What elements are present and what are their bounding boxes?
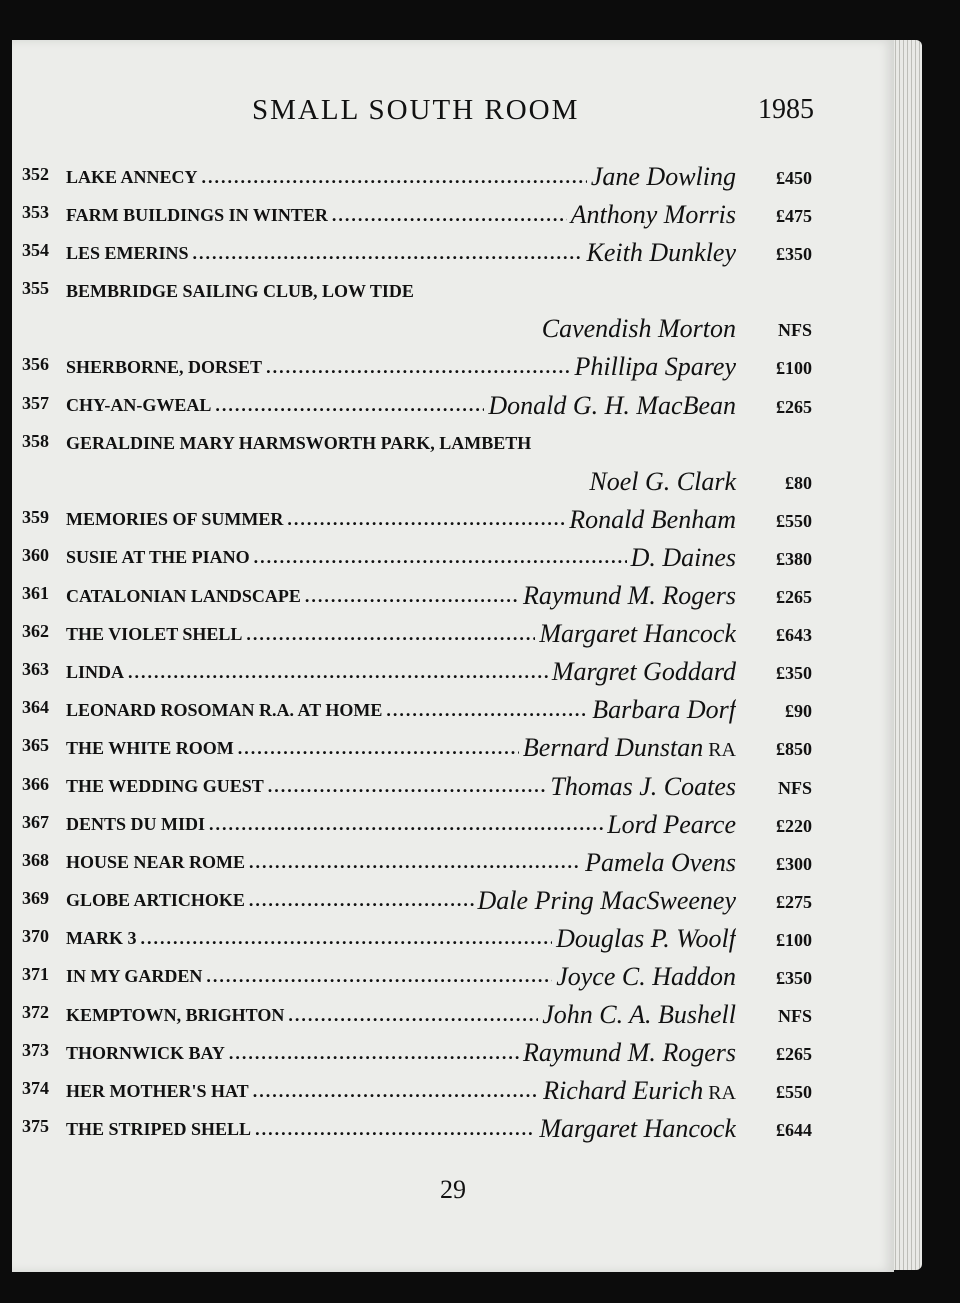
entry-artist: Thomas J. Coates bbox=[550, 771, 736, 801]
leader-dots bbox=[193, 243, 583, 264]
entry-title: THE VIOLET SHELL bbox=[66, 623, 243, 644]
entry-title: GLOBE ARTICHOKE bbox=[66, 890, 245, 911]
entries-list bbox=[12, 158, 894, 1148]
entry-number: 356 bbox=[22, 354, 49, 375]
entry-ra: RA bbox=[708, 739, 736, 762]
entry-title: LES EMERINS bbox=[66, 242, 189, 263]
entry-price: NFS bbox=[777, 320, 812, 341]
entry-line bbox=[66, 539, 736, 577]
entry-artist: Raymund M. Rogers bbox=[522, 581, 736, 611]
entry-number: 361 bbox=[22, 583, 49, 604]
list-item bbox=[12, 425, 894, 501]
leader-dots bbox=[255, 1119, 535, 1140]
leader-dots bbox=[206, 966, 552, 987]
entry-price: £350 bbox=[776, 663, 812, 684]
entry-title: KEMPTOWN, BRIGHTON bbox=[66, 1004, 285, 1025]
list-item bbox=[12, 996, 894, 1034]
year: 1985 bbox=[758, 94, 814, 125]
entry-artist: Bernard Dunstan bbox=[522, 733, 704, 763]
entry-price: NFS bbox=[777, 1006, 812, 1027]
entry-line bbox=[66, 387, 736, 425]
entry-artist: Douglas P. Woolf bbox=[556, 923, 736, 953]
list-item bbox=[12, 501, 894, 539]
entry-title: THE WHITE ROOM bbox=[66, 737, 234, 758]
entry-price: £550 bbox=[776, 1082, 812, 1103]
entry-price: £643 bbox=[776, 625, 812, 646]
entry-number: 368 bbox=[22, 849, 49, 870]
list-item bbox=[12, 768, 894, 806]
entry-line bbox=[66, 920, 736, 958]
entry-line bbox=[66, 196, 736, 234]
entry-number: 366 bbox=[22, 773, 49, 794]
list-item bbox=[12, 806, 894, 844]
entry-line bbox=[66, 844, 736, 882]
entry-number: 363 bbox=[22, 659, 49, 680]
entry-line bbox=[66, 958, 736, 996]
list-item bbox=[12, 539, 894, 577]
entry-title: MEMORIES OF SUMMER bbox=[66, 509, 284, 530]
leader-dots bbox=[229, 1043, 519, 1064]
list-item bbox=[12, 1072, 894, 1110]
entry-line bbox=[66, 272, 736, 310]
entry-artist: Lord Pearce bbox=[607, 809, 736, 839]
entry-artist: D. Daines bbox=[630, 542, 736, 572]
list-item bbox=[12, 1034, 894, 1072]
list-item bbox=[12, 577, 894, 615]
entry-price: £850 bbox=[776, 739, 812, 760]
entry-number: 374 bbox=[22, 1078, 49, 1099]
list-item bbox=[12, 920, 894, 958]
entry-line bbox=[66, 615, 736, 653]
entry-price: NFS bbox=[777, 777, 812, 798]
entry-title: HER MOTHER'S HAT bbox=[66, 1080, 249, 1101]
entry-artist: Richard Eurich bbox=[543, 1076, 704, 1106]
leader-dots bbox=[215, 395, 484, 416]
list-item bbox=[12, 844, 894, 882]
entry-price: £350 bbox=[776, 244, 812, 265]
list-item bbox=[12, 958, 894, 996]
leader-dots bbox=[249, 890, 474, 911]
entry-title: THE WEDDING GUEST bbox=[66, 776, 264, 796]
entry-price: £100 bbox=[776, 929, 812, 950]
leader-dots bbox=[268, 776, 547, 797]
entry-price: £90 bbox=[785, 701, 812, 722]
entry-title: SHERBORNE, DORSET bbox=[66, 356, 263, 377]
list-item bbox=[12, 729, 894, 767]
entry-number: 359 bbox=[22, 506, 49, 527]
leader-dots bbox=[209, 814, 603, 835]
entry-line bbox=[66, 882, 736, 920]
entry-line bbox=[66, 691, 736, 729]
leader-dots bbox=[288, 1005, 538, 1026]
list-item bbox=[12, 653, 894, 691]
leader-dots bbox=[246, 624, 535, 645]
entry-price: £644 bbox=[776, 1120, 812, 1141]
entry-line bbox=[66, 1110, 736, 1148]
entry-title: FARM BUILDINGS IN WINTER bbox=[66, 204, 328, 225]
entry-number: 358 bbox=[22, 430, 49, 451]
entry-price: £350 bbox=[776, 967, 812, 988]
entry-number: 373 bbox=[22, 1040, 49, 1061]
entry-artist: Donald G. H. MacBean bbox=[488, 390, 736, 420]
leader-dots bbox=[254, 547, 627, 568]
list-item bbox=[12, 387, 894, 425]
entry-price: £275 bbox=[776, 891, 812, 912]
entry-number: 369 bbox=[22, 887, 49, 908]
entry-artist: Noel G. Clark bbox=[589, 466, 736, 496]
entry-line bbox=[66, 577, 736, 615]
entry-line-2 bbox=[66, 310, 736, 348]
leader-dots bbox=[141, 928, 553, 949]
entry-price: £300 bbox=[776, 853, 812, 874]
entry-number: 364 bbox=[22, 697, 49, 718]
entry-title: MARK 3 bbox=[66, 928, 137, 949]
entry-ra: RA bbox=[708, 1082, 736, 1105]
leader-dots bbox=[238, 738, 519, 759]
entry-number: 355 bbox=[22, 278, 49, 299]
entry-line bbox=[66, 425, 736, 463]
entry-line bbox=[66, 1034, 736, 1072]
entry-price: £475 bbox=[776, 206, 812, 227]
entry-number: 362 bbox=[22, 621, 49, 642]
list-item bbox=[12, 348, 894, 386]
entry-line bbox=[66, 348, 736, 386]
entry-line bbox=[66, 158, 736, 196]
list-item bbox=[12, 234, 894, 272]
page-number: 29 bbox=[440, 1175, 466, 1204]
entry-line bbox=[66, 653, 736, 691]
room-title: SMALL SOUTH ROOM bbox=[252, 94, 580, 126]
entry-artist: Cavendish Morton bbox=[541, 314, 736, 344]
entry-price: £265 bbox=[776, 396, 812, 417]
entry-title: LAKE ANNECY bbox=[66, 166, 198, 187]
entry-number: 371 bbox=[22, 963, 49, 984]
entry-number: 365 bbox=[22, 735, 49, 756]
leader-dots bbox=[253, 1081, 539, 1102]
entry-number: 372 bbox=[22, 1002, 49, 1023]
leader-dots bbox=[266, 357, 570, 378]
entry-artist: Phillipa Sparey bbox=[574, 352, 736, 382]
entry-artist: Pamela Ovens bbox=[585, 847, 736, 877]
leader-dots bbox=[305, 586, 519, 607]
leader-dots bbox=[332, 205, 567, 226]
entry-price: £265 bbox=[776, 1044, 812, 1065]
entry-title: CHY-AN-GWEAL bbox=[66, 395, 212, 416]
entry-title: THORNWICK BAY bbox=[66, 1042, 225, 1063]
entry-line bbox=[66, 501, 736, 539]
entry-title: CATALONIAN LANDSCAPE bbox=[66, 585, 301, 606]
entry-title: SUSIE AT THE PIANO bbox=[66, 547, 250, 568]
entry-title: BEMBRIDGE SAILING CLUB, LOW TIDE bbox=[66, 280, 414, 301]
entry-artist: John C. A. Bushell bbox=[542, 1000, 736, 1030]
entry-title: LINDA bbox=[66, 661, 125, 682]
entry-line bbox=[66, 806, 736, 844]
entry-artist: Margaret Hancock bbox=[539, 619, 736, 649]
entry-artist: Jane Dowling bbox=[590, 162, 736, 191]
entry-title: THE STRIPED SHELL bbox=[66, 1118, 252, 1139]
entry-number: 375 bbox=[22, 1116, 49, 1137]
entry-line bbox=[66, 768, 736, 806]
entry-line bbox=[66, 234, 736, 272]
entry-line bbox=[66, 996, 736, 1034]
leader-dots bbox=[202, 167, 587, 188]
list-item bbox=[12, 615, 894, 653]
entry-artist: Keith Dunkley bbox=[586, 238, 736, 268]
entry-number: 367 bbox=[22, 811, 49, 832]
list-item bbox=[12, 691, 894, 729]
entry-number: 357 bbox=[22, 392, 49, 413]
entry-artist: Dale Pring MacSweeney bbox=[477, 885, 736, 915]
entry-line bbox=[66, 1072, 736, 1110]
entry-title: GERALDINE MARY HARMSWORTH PARK, LAMBETH bbox=[66, 433, 532, 454]
leader-dots bbox=[287, 509, 565, 530]
entry-number: 360 bbox=[22, 544, 49, 565]
entry-line-2 bbox=[66, 463, 736, 501]
entry-artist: Anthony Morris bbox=[570, 200, 736, 230]
entry-price: £450 bbox=[776, 168, 812, 188]
list-item bbox=[12, 272, 894, 348]
list-item bbox=[12, 196, 894, 234]
entry-number: 353 bbox=[22, 202, 49, 223]
entry-number: 354 bbox=[22, 240, 49, 261]
entry-title: LEONARD ROSOMAN R.A. AT HOME bbox=[66, 699, 383, 720]
entry-line bbox=[66, 729, 736, 767]
entry-price: £100 bbox=[776, 358, 812, 379]
entry-title: DENTS DU MIDI bbox=[66, 814, 206, 835]
entry-artist: Ronald Benham bbox=[569, 504, 736, 534]
entry-artist: Barbara Dorf bbox=[592, 695, 736, 725]
entry-title: IN MY GARDEN bbox=[66, 966, 203, 987]
catalogue-page bbox=[12, 40, 894, 1272]
entry-price: £265 bbox=[776, 587, 812, 608]
entry-number: 352 bbox=[22, 164, 49, 184]
list-item bbox=[12, 1110, 894, 1148]
entry-title: HOUSE NEAR ROME bbox=[66, 852, 246, 873]
entry-number: 370 bbox=[22, 925, 49, 946]
list-item bbox=[12, 882, 894, 920]
entry-price: £380 bbox=[776, 548, 812, 569]
entry-artist: Raymund M. Rogers bbox=[522, 1038, 736, 1068]
entry-price: £550 bbox=[776, 510, 812, 531]
leader-dots bbox=[249, 852, 581, 873]
entry-artist: Margret Goddard bbox=[551, 657, 736, 687]
page-header bbox=[12, 90, 894, 130]
list-item bbox=[12, 158, 894, 196]
leader-dots bbox=[128, 662, 548, 683]
entry-price: £80 bbox=[785, 472, 812, 493]
entry-artist: Joyce C. Haddon bbox=[556, 961, 736, 991]
leader-dots bbox=[386, 700, 588, 721]
entry-price: £220 bbox=[776, 815, 812, 836]
entry-artist: Margaret Hancock bbox=[539, 1114, 736, 1144]
